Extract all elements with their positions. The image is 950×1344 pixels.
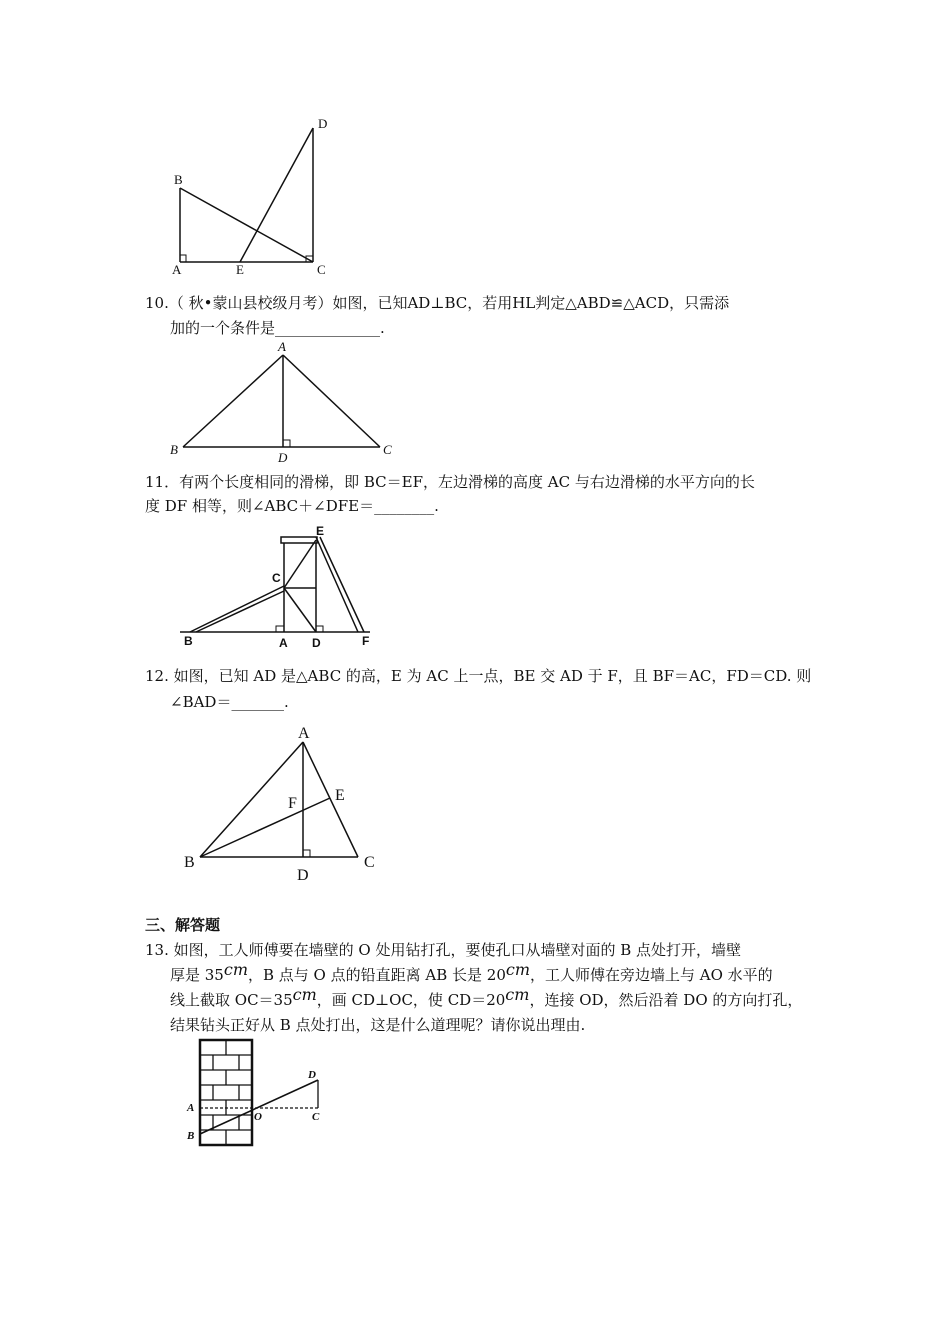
label-b: B [184,634,193,648]
text: ，B 点与 O 点的铅直距离 AB 长是 20 [248,966,506,984]
q10-line2: 加的一个条件是______________. [170,319,385,337]
figure-q13 [186,1040,320,1145]
label-c: C [383,442,392,457]
unit-cm: cm [505,985,530,1004]
label-c: C [317,262,326,277]
text: ，画 CD⊥OC，使 CD＝20 [316,991,506,1009]
label-a: A [278,339,286,354]
label-a: A [298,725,310,742]
label-o: O [254,1111,262,1123]
label-c: C [272,571,281,585]
q11-line2: 度 DF 相等，则∠ABC＋∠DFE＝________. [145,497,439,515]
q13-line4: 结果钻头正好从 B 点处打出，这是什么道理呢？请你说出理由. [170,1016,586,1034]
text: ，连接 OD，然后沿着 DO 的方向打孔， [529,991,803,1009]
unit-cm: cm [292,985,317,1004]
section-heading: 三、解答题 [145,916,221,934]
text: 厚是 35 [170,966,224,984]
label-a: A [187,1102,195,1114]
q13-line3 [170,985,803,1010]
label-d: D [278,450,288,465]
label-d: D [308,1069,316,1081]
label-b: B [170,442,178,457]
label-b: B [187,1130,195,1142]
label-b: B [174,172,183,187]
figure-q9 [172,116,327,277]
label-d: D [312,636,321,650]
q12-line1: 12. 如图，已知 AD 是△ABC 的高，E 为 AC 上一点，BE 交 AD 于 F，且 BF＝AC，FD＝CD. 则 [145,667,812,685]
q11-line1: 11．有两个长度相同的滑梯，即 BC＝EF，左边滑梯的高度 AC 与右边滑梯的水平方向的长 [145,473,755,491]
label-d: D [297,867,309,884]
q13-line1: 13. 如图，工人师傅要在墙壁的 O 处用钻打孔，要使孔口从墙壁对面的 B 点处打开，墙壁 [145,941,742,959]
label-d: D [318,116,328,131]
unit-cm: cm [505,960,531,979]
q13-line2 [170,960,773,985]
label-f: F [288,795,297,812]
figure-q11 [180,524,370,650]
label-e: E [236,262,244,277]
q10-line1: 10.（ 秋•蒙山县校级月考）如图，已知AD⊥BC，若用HL判定△ABD≌△ACD，只需添 [145,294,730,312]
text: ，工人师傅在旁边墙上与 AO 水平的 [530,966,773,984]
label-f: F [362,634,370,648]
label-c: C [364,854,375,871]
figure-q10 [170,339,392,465]
label-e: E [316,524,325,538]
label-e: E [335,787,345,804]
label-a: A [172,262,182,277]
unit-cm: cm [223,960,248,979]
label-a: A [279,636,288,650]
label-c: C [312,1111,320,1123]
label-b: B [184,854,195,871]
figure-q12 [184,725,375,884]
text: 线上截取 OC＝35 [170,991,293,1009]
q12-line2: ∠BAD＝_______. [170,693,289,711]
